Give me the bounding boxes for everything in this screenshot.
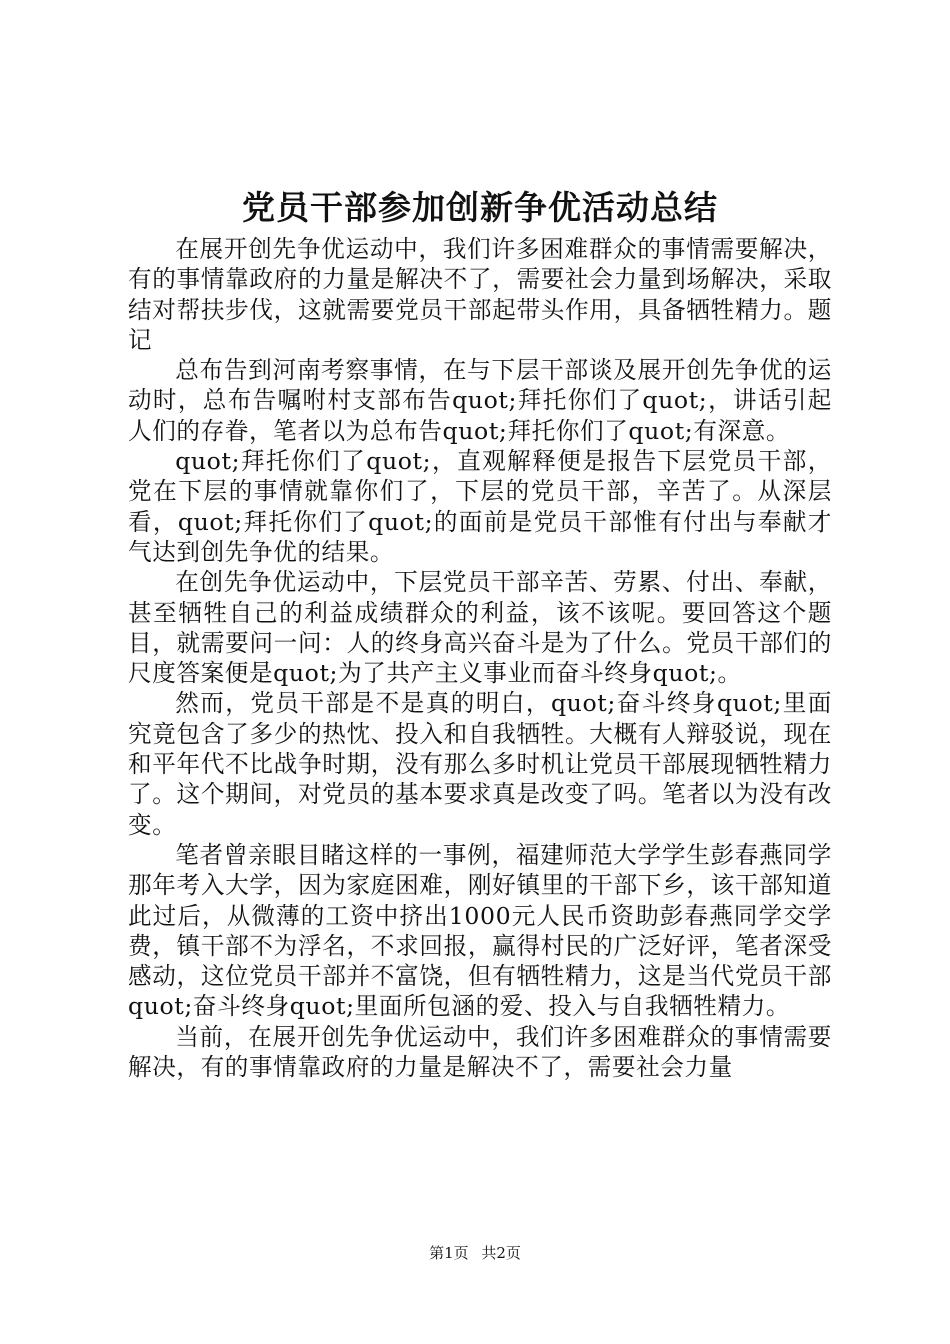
paragraph: 笔者曾亲眼目睹这样的一事例，福建师范大学学生彭春燕同学那年考入大学，因为家庭困难，刚好镇里的干部下乡，该干部知道此过后，从微薄的工资中挤出1000元人民币资助彭春燕同学交学费，镇干部不为浮名，不求回报，赢得村民的广泛好评，笔者深受感动，这位党员干部并不富饶，但有牺牲精力，这是当代党员干部quot;奋斗终身quot;里面所包涵的爱、投入与自我牺牲精力。 xyxy=(128,840,832,1021)
page-footer xyxy=(0,1242,950,1264)
paragraph: 在创先争优运动中，下层党员干部辛苦、劳累、付出、奉献，甚至牺牲自己的利益成绩群众的利益，该不该呢。要回答这个题目，就需要问一问：人的终身高兴奋斗是为了什么。党员干部们的尺度答案便是quot;为了共产主义事业而奋斗终身quot;。 xyxy=(128,568,832,688)
paragraph: 当前，在展开创先争优运动中，我们许多困难群众的事情需要解决，有的事情靠政府的力量是解决不了，需要社会力量 xyxy=(128,1022,832,1082)
paragraph: 总布告到河南考察事情，在与下层干部谈及展开创先争优的运动时，总布告嘱咐村支部布告quot;拜托你们了quot;，讲话引起人们的存眷，笔者以为总布告quot;拜托你们了quot;有深意。 xyxy=(128,356,832,445)
document-body xyxy=(128,234,832,1082)
paragraph: 在展开创先争优运动中，我们许多困难群众的事情需要解决，有的事情靠政府的力量是解决不了，需要社会力量到场解决，采取结对帮扶步伐，这就需要党员干部起带头作用，具备牺牲精力。题记 xyxy=(128,235,832,354)
page-number: 第1页 xyxy=(429,1244,469,1262)
document-title: 党员干部参加创新争优活动总结 xyxy=(242,188,718,227)
page-total: 共2页 xyxy=(481,1244,521,1262)
paragraph: 然而，党员干部是不是真的明白，quot;奋斗终身quot;里面究竟包含了多少的热忱、投入和自我牺牲。大概有人辩驳说，现在和平年代不比战争时期，没有那么多时机让党员干部展现牺牲精力了。这个期间，对党员的基本要求真是改变了吗。笔者以为没有改变。 xyxy=(128,689,832,839)
paragraph: quot;拜托你们了quot;，直观解释便是报告下层党员干部，党在下层的事情就靠你们了，下层的党员干部，辛苦了。从深层看，quot;拜托你们了quot;的面前是党员干部惟有付出与奉献才气达到创先争优的结果。 xyxy=(128,447,832,566)
